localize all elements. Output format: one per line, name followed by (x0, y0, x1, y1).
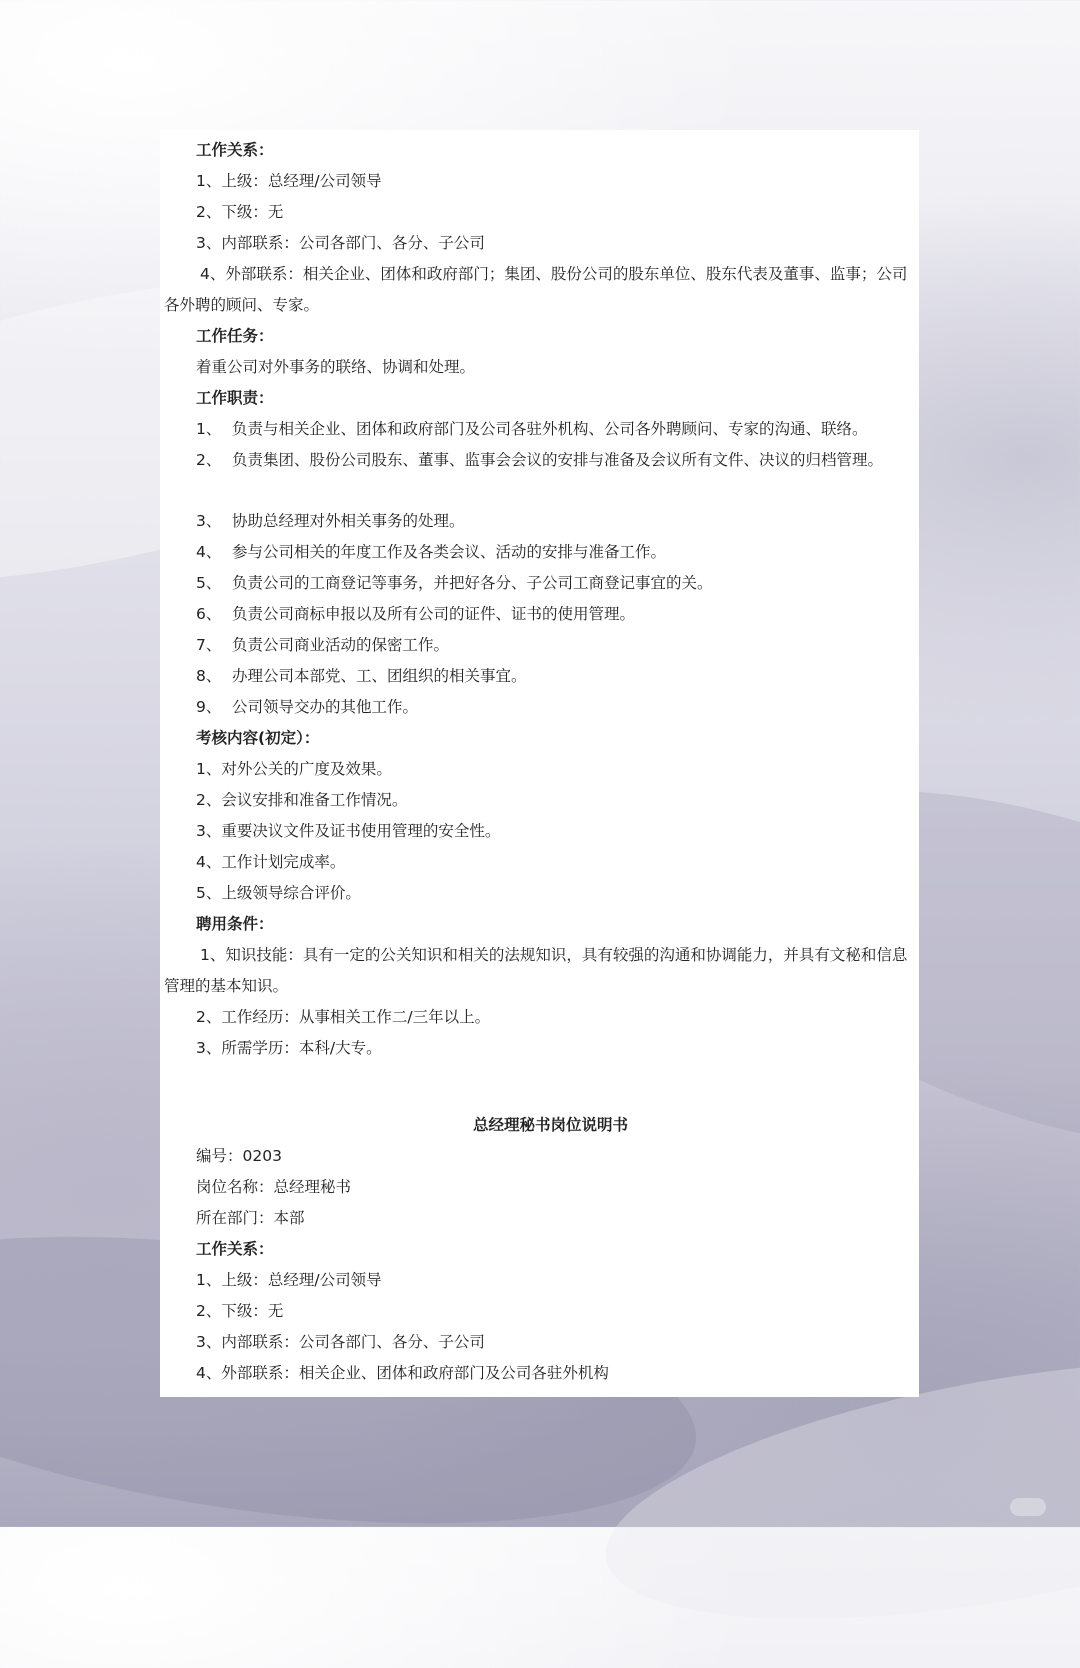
department: 所在部门：本部 (196, 1209, 305, 1227)
duty-item (160, 414, 919, 445)
doc-number: 编号：0203 (196, 1147, 282, 1165)
condition-item: 1、知识技能：具有一定的公关知识和相关的法规知识，具有较强的沟通和协调能力，并具有文秘和信息管理的基本知识。 (164, 946, 908, 995)
relation-item: 4、外部联系：相关企业、团体和政府部门；集团、股份公司的股东单位、股东代表及董事、监事；公司各外聘的顾问、专家。 (164, 265, 908, 314)
duty-item (160, 537, 919, 568)
assessment-item: 4、工作计划完成率。 (196, 853, 346, 871)
task-text: 着重公司对外事务的联络、协调和处理。 (196, 358, 476, 376)
duty-number: 6、 (196, 605, 222, 623)
duty-number: 9、 (196, 698, 222, 716)
section-heading-duties: 工作职责： (196, 389, 274, 407)
duty-text: 公司领导交办的其他工作。 (232, 698, 419, 716)
relation-item: 1、上级：总经理/公司领导 (196, 1271, 382, 1289)
condition-item: 2、工作经历：从事相关工作二/三年以上。 (196, 1008, 491, 1026)
duty-text: 参与公司相关的年度工作及各类会议、活动的安排与准备工作。 (232, 543, 667, 561)
assessment-item: 2、会议安排和准备工作情况。 (196, 791, 408, 809)
duty-text: 负责公司的工商登记等事务，并把好各分、子公司工商登记事宜的关。 (232, 574, 713, 592)
relation-item: 1、上级：总经理/公司领导 (196, 172, 382, 190)
duty-item (160, 568, 919, 599)
duty-number: 5、 (196, 574, 222, 592)
position-name: 岗位名称：总经理秘书 (196, 1178, 352, 1196)
duty-text: 办理公司本部党、工、团组织的相关事宜。 (232, 667, 527, 685)
duty-text: 协助总经理对外相关事务的处理。 (232, 512, 465, 530)
section-heading-conditions: 聘用条件： (196, 915, 274, 933)
assessment-item: 1、对外公关的广度及效果。 (196, 760, 392, 778)
duty-number: 8、 (196, 667, 222, 685)
spacer (160, 1064, 919, 1110)
relation-item: 3、内部联系：公司各部门、各分、子公司 (196, 234, 485, 252)
section-heading-assessment: 考核内容(初定）： (196, 729, 320, 747)
duty-number: 4、 (196, 543, 222, 561)
duty-number: 3、 (196, 512, 222, 530)
assessment-item: 5、上级领导综合评价。 (196, 884, 361, 902)
relation-item: 3、内部联系：公司各部门、各分、子公司 (196, 1333, 485, 1351)
duty-number: 7、 (196, 636, 222, 654)
document-title: 总经理秘书岗位说明书 (472, 1116, 628, 1134)
condition-item: 3、所需学历：本科/大专。 (196, 1039, 382, 1057)
section-heading-relations: 工作关系： (196, 1240, 274, 1258)
duty-item (160, 599, 919, 630)
duty-text: 负责集团、股份公司股东、董事、监事会会议的安排与准备及会议所有文件、决议的归档管理。 (232, 451, 884, 469)
section-heading-relations: 工作关系： (196, 141, 274, 159)
spacer (160, 476, 919, 506)
duty-number: 2、 (196, 451, 222, 469)
document-page (160, 130, 919, 1397)
assessment-item: 3、重要决议文件及证书使用管理的安全性。 (196, 822, 501, 840)
relation-item: 2、下级：无 (196, 203, 284, 221)
relation-item: 4、外部联系：相关企业、团体和政府部门及公司各驻外机构 (196, 1364, 609, 1382)
duty-text: 负责公司商业活动的保密工作。 (232, 636, 450, 654)
duty-text: 负责公司商标申报以及所有公司的证件、证书的使用管理。 (232, 605, 636, 623)
duty-item (160, 506, 919, 537)
section-heading-task: 工作任务： (196, 327, 274, 345)
duty-item (160, 692, 919, 723)
duty-item (160, 630, 919, 661)
watermark-badge (1010, 1498, 1046, 1516)
duty-item (160, 445, 919, 476)
duty-text: 负责与相关企业、团体和政府部门及公司各驻外机构、公司各外聘顾问、专家的沟通、联络。 (232, 420, 868, 438)
relation-item: 2、下级：无 (196, 1302, 284, 1320)
duty-number: 1、 (196, 420, 222, 438)
duty-item (160, 661, 919, 692)
